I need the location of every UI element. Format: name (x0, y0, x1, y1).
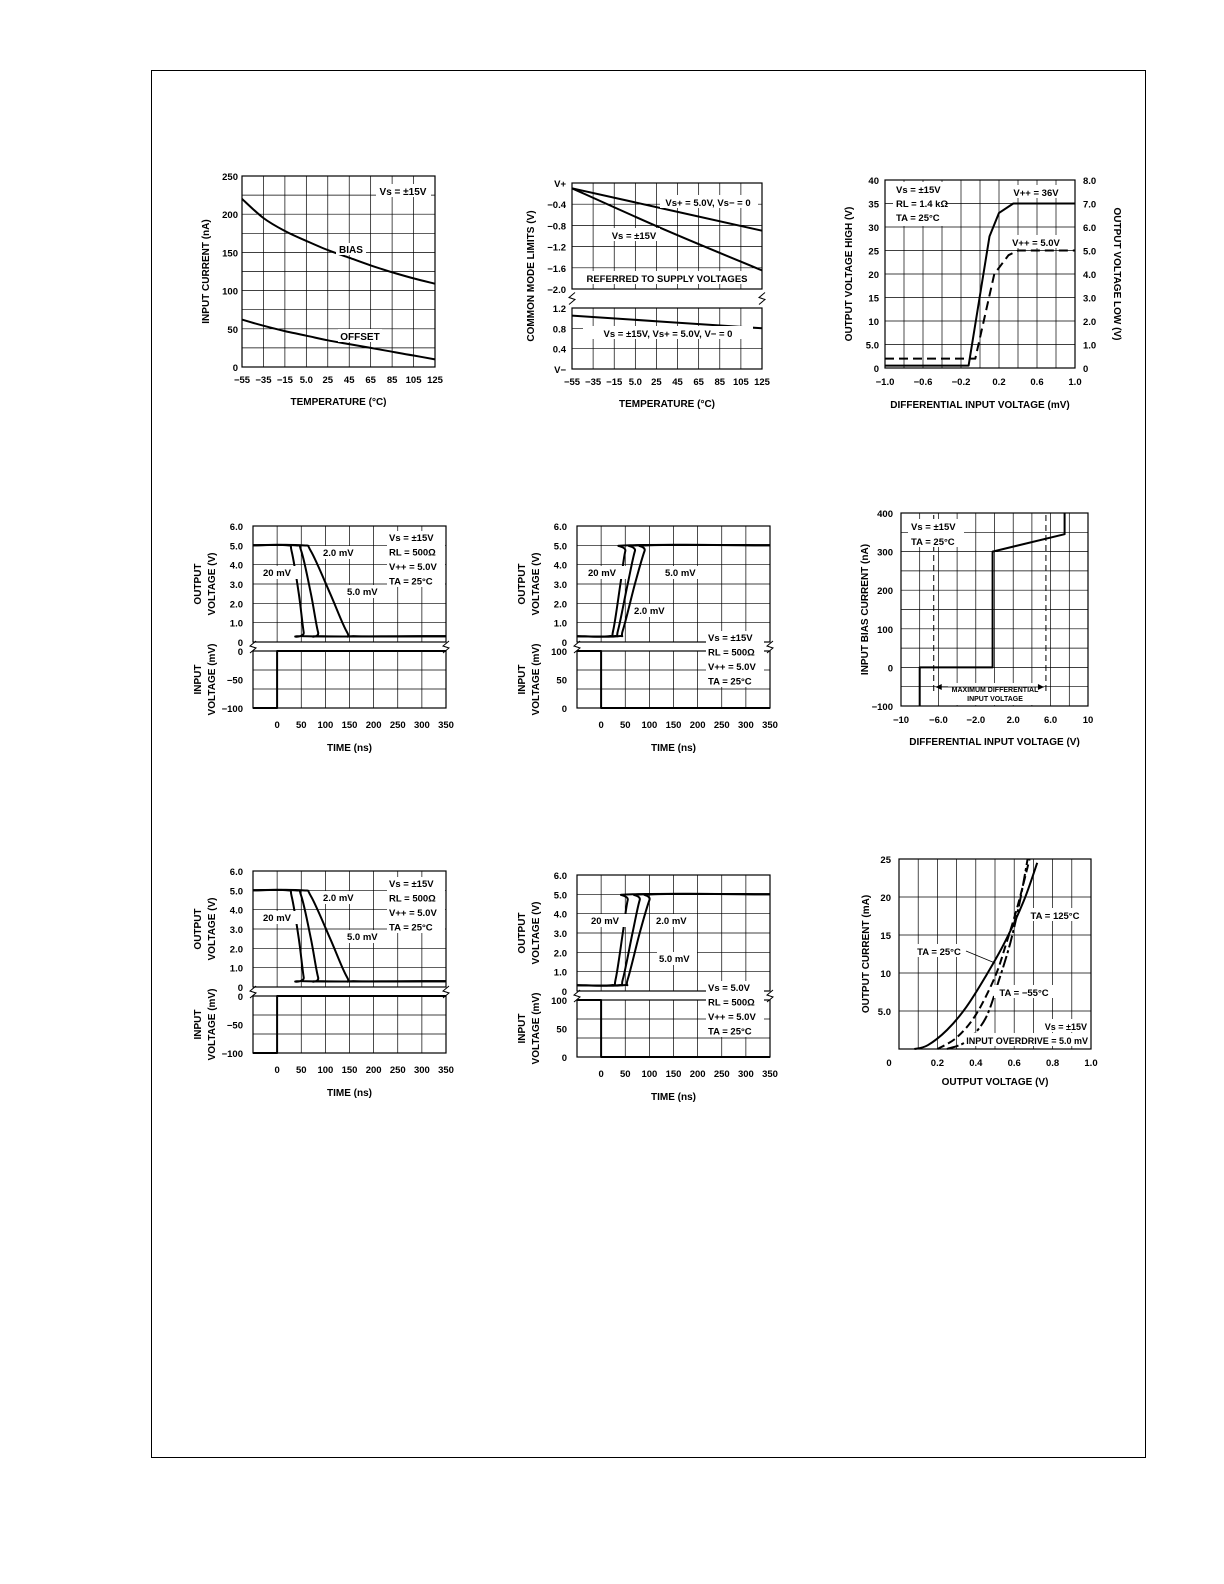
condition-label: RL = 500Ω (389, 893, 436, 905)
y-tick-label: −50 (226, 1020, 243, 1032)
x-tick-label: 45 (672, 377, 683, 388)
y-tick-label: 200 (222, 210, 238, 222)
x-tick-label: 350 (438, 1065, 454, 1076)
y-tick-label: 2.0 (553, 948, 567, 960)
condition-label: TA = 25°C (389, 576, 433, 588)
y-axis-label: OUTPUT (517, 563, 528, 605)
chart-output-voltage-vs-differential-input (844, 176, 1122, 411)
y2-axis-label: INPUT (517, 1013, 528, 1044)
x-tick-label: 50 (619, 1069, 631, 1080)
series-label: 2.0 mV (656, 916, 687, 927)
x-tick-label: 0.6 (1030, 377, 1044, 388)
x-tick-label: −6.0 (929, 715, 948, 726)
chart-response-time-negative-1 (193, 522, 454, 754)
x-axis-label: TIME (ns) (327, 743, 372, 754)
y-tick-label: 20 (868, 270, 879, 281)
y-tick-label: 0 (237, 983, 243, 994)
series-label: 20 mV (263, 568, 291, 579)
x-tick-label: 125 (427, 375, 443, 386)
x-tick-label: 105 (732, 377, 749, 388)
x-tick-label: 200 (689, 720, 706, 731)
y-tick-label: −100 (221, 704, 243, 715)
y-axis-label: OUTPUT (193, 563, 204, 605)
y-tick-label: 100 (877, 624, 893, 636)
y-tick-label: V− (554, 365, 566, 376)
y2-axis-label: VOLTAGE (mV) (531, 992, 542, 1065)
chart-input-current-vs-temperature (201, 172, 444, 408)
x-tick-label: 200 (365, 1065, 382, 1076)
x-tick-label: −55 (233, 375, 251, 386)
condition-label: V++ = 5.0V (708, 1012, 756, 1023)
y-tick-label: −0.8 (547, 221, 566, 233)
y-tick-label: 0 (561, 987, 567, 998)
x-tick-label: 300 (737, 1069, 754, 1080)
series-label: 5.0 mV (347, 587, 378, 598)
series-label: TA = 125°C (1030, 911, 1080, 922)
x-tick-label: 50 (295, 1065, 307, 1076)
chart-input-bias-vs-differential-input (860, 509, 1093, 748)
x-tick-label: −0.6 (913, 377, 933, 388)
y-tick-label: 1.2 (552, 304, 566, 315)
condition-label: Vs = ±15V (389, 533, 434, 544)
y2-tick-label: 8.0 (1083, 176, 1097, 187)
y-tick-label: −0.4 (547, 200, 566, 212)
x-tick-label: 25 (322, 375, 334, 386)
x-tick-label: 0.4 (969, 1058, 983, 1069)
leader-line (966, 951, 995, 963)
condition-label: Vs = ±15V (708, 633, 753, 644)
y-tick-label: 1.0 (553, 967, 567, 979)
y-tick-label: 50 (556, 675, 567, 687)
y-tick-label: 100 (551, 996, 567, 1007)
y-tick-label: 1.0 (229, 963, 243, 975)
x-tick-label: 10 (1082, 715, 1094, 726)
y-tick-label: 10 (868, 317, 879, 328)
x-axis-label: TIME (ns) (651, 1092, 696, 1103)
y-tick-label: 300 (877, 547, 893, 559)
y-tick-label: 20 (880, 893, 891, 904)
chart-response-time-negative-2 (193, 867, 454, 1099)
y-tick-label: 10 (880, 969, 891, 980)
axis-break-mark (569, 293, 575, 305)
series-label: TA = 25°C (917, 947, 961, 958)
y-tick-label: 40 (868, 176, 879, 187)
y2-tick-label: 5.0 (1083, 246, 1097, 258)
x-tick-label: 200 (365, 720, 382, 731)
x-tick-label: −2.0 (966, 715, 986, 726)
series-label: 5.0 mV (347, 932, 378, 943)
y-tick-label: 100 (222, 286, 238, 298)
y-tick-label: −1.6 (547, 263, 566, 275)
y-tick-label: 6.0 (229, 522, 243, 533)
y-tick-label: 0 (232, 363, 238, 374)
y-axis-label: VOLTAGE (V) (531, 901, 542, 965)
y-tick-label: 30 (868, 223, 879, 234)
y-tick-label: 0 (873, 364, 879, 375)
x-tick-label: 65 (365, 375, 376, 386)
y2-tick-label: 6.0 (1083, 223, 1097, 234)
y2-tick-label: 1.0 (1083, 340, 1097, 352)
series-label: 5.0 mV (665, 568, 696, 579)
chart-common-mode-limits-vs-temperature (526, 179, 771, 410)
y-axis-label: OUTPUT VOLTAGE HIGH (V) (844, 206, 855, 342)
x-tick-label: 1.0 (1084, 1058, 1098, 1069)
series-label: 2.0 mV (323, 548, 354, 559)
condition-label: Vs = ±15V (896, 185, 941, 196)
condition-label: TA = 25°C (708, 676, 752, 688)
y-tick-label: 5.0 (865, 340, 879, 352)
y-tick-label: 0 (561, 638, 567, 649)
x-tick-label: 350 (438, 720, 454, 731)
series-label: OFFSET (340, 332, 380, 343)
condition-label: TA = 25°C (911, 537, 955, 548)
y-axis-label: OUTPUT CURRENT (mA) (861, 894, 872, 1014)
x-tick-label: 250 (389, 1065, 406, 1076)
x-tick-label: 150 (665, 1069, 682, 1080)
y-tick-label: 50 (227, 324, 238, 336)
x-tick-label: 105 (405, 375, 422, 386)
y-tick-label: 150 (222, 248, 238, 260)
series-label: Vs+ = 5.0V, Vs− = 0 (665, 198, 751, 209)
condition-label: V++ = 5.0V (708, 662, 756, 673)
y-tick-label: 3.0 (553, 580, 567, 591)
x-tick-label: 1.0 (1068, 377, 1082, 388)
series-label: Vs = ±15V, Vs+ = 5.0V, V− = 0 (603, 329, 733, 340)
x-tick-label: 150 (341, 720, 358, 731)
series-label: TA = −55°C (999, 988, 1049, 999)
y-tick-label: 15 (880, 931, 891, 942)
x-tick-label: 0 (274, 720, 280, 731)
x-tick-label: 50 (295, 720, 307, 731)
y-tick-label: 0 (561, 1053, 567, 1064)
y-tick-label: −100 (221, 1049, 243, 1060)
y-tick-label: −2.0 (547, 285, 566, 296)
y-tick-label: 3.0 (229, 925, 243, 936)
condition-label: Vs = ±15V (379, 187, 427, 198)
y-tick-label: −50 (226, 675, 243, 687)
x-tick-label: 100 (641, 720, 658, 731)
y-tick-label: 6.0 (553, 871, 567, 882)
y-tick-label: 35 (868, 199, 879, 211)
chart-output-current-vs-output-voltage (861, 855, 1098, 1088)
x-axis-label: TIME (ns) (327, 1088, 372, 1099)
y-tick-label: 5.0 (553, 541, 567, 553)
y-tick-label: 2.0 (229, 599, 243, 611)
x-tick-label: 25 (651, 377, 662, 388)
y-axis-label: OUTPUT (517, 912, 528, 954)
x-tick-label: 300 (413, 1065, 430, 1076)
series-label: 2.0 mV (634, 606, 665, 617)
series-label: BIAS (339, 245, 363, 256)
y-tick-label: 50 (556, 1024, 567, 1036)
x-tick-label: −1.0 (875, 377, 895, 388)
y2-tick-label: 2.0 (1083, 317, 1097, 328)
y-tick-label: 3.0 (553, 929, 567, 940)
y-tick-label: 400 (877, 509, 893, 520)
condition-label: Vs = 5.0V (708, 983, 750, 994)
x-axis-label: DIFFERENTIAL INPUT VOLTAGE (mV) (890, 400, 1070, 411)
y-tick-label: 0 (561, 704, 567, 715)
x-tick-label: 0.2 (930, 1058, 945, 1069)
x-tick-label: 150 (665, 720, 682, 731)
series-label: 2.0 mV (323, 893, 354, 904)
y2-tick-label: 3.0 (1083, 293, 1097, 305)
y-axis-label: VOLTAGE (V) (207, 897, 218, 961)
chart-response-time-positive-2 (517, 871, 778, 1103)
x-tick-label: 5.0 (628, 377, 642, 388)
x-tick-label: 65 (693, 377, 704, 388)
x-tick-label: 0 (598, 1069, 604, 1080)
y-tick-label: 0 (237, 992, 243, 1003)
y-tick-label: 0.4 (552, 344, 566, 356)
series-label: Vs = ±15V (611, 231, 657, 242)
x-tick-label: −55 (563, 377, 581, 388)
annotation-label: REFERRED TO SUPPLY VOLTAGES (586, 274, 748, 285)
x-axis-label: TEMPERATURE (°C) (618, 399, 716, 410)
chart-response-time-positive-1 (517, 522, 778, 754)
y-tick-label: 4.0 (553, 560, 567, 572)
x-tick-label: 85 (714, 377, 726, 388)
series-label: V++ = 5.0V (1012, 238, 1060, 249)
condition-label: RL = 1.4 kΩ (896, 199, 949, 210)
x-tick-label: 350 (762, 720, 778, 731)
x-axis-label: TEMPERATURE (°C) (290, 397, 387, 408)
series-label: 20 mV (263, 913, 291, 924)
y2-axis-label: INPUT (193, 1009, 204, 1040)
series-label: 20 mV (591, 916, 619, 927)
x-tick-label: 250 (713, 1069, 730, 1080)
x-axis-label: DIFFERENTIAL INPUT VOLTAGE (V) (909, 737, 1080, 748)
series-line (572, 188, 762, 230)
y-tick-label: 0.8 (552, 324, 566, 336)
y-tick-label: 25 (880, 855, 891, 866)
y-tick-label: 1.0 (229, 618, 243, 630)
x-tick-label: 250 (389, 720, 406, 731)
x-tick-label: 0.2 (992, 377, 1006, 388)
x-tick-label: 0.8 (1045, 1058, 1060, 1069)
y-axis-label: VOLTAGE (V) (207, 552, 218, 616)
y2-axis-label: VOLTAGE (mV) (207, 988, 218, 1061)
y-tick-label: 200 (877, 586, 893, 598)
y-axis-label: VOLTAGE (V) (531, 552, 542, 616)
y-tick-label: 6.0 (229, 867, 243, 878)
y-tick-label: 5.0 (877, 1007, 891, 1018)
y-tick-label: 100 (551, 647, 567, 658)
x-tick-label: 45 (343, 375, 355, 386)
condition-label: RL = 500Ω (389, 547, 436, 559)
x-tick-label: 5.0 (299, 375, 313, 386)
x-tick-label: 100 (317, 1065, 334, 1076)
x-tick-label: 200 (689, 1069, 706, 1080)
y-tick-label: 0 (237, 638, 243, 649)
x-tick-label: 6.0 (1043, 715, 1058, 726)
y-tick-label: 25 (868, 246, 879, 258)
series-label: V++ = 36V (1013, 188, 1059, 199)
x-tick-label: 350 (762, 1069, 778, 1080)
condition-label: TA = 25°C (708, 1026, 752, 1038)
x-tick-label: −35 (585, 377, 602, 388)
x-tick-label: 0 (598, 720, 604, 731)
y-tick-label: −1.2 (547, 242, 566, 254)
y-tick-label: 2.0 (553, 599, 567, 611)
x-tick-label: 0.6 (1007, 1058, 1021, 1069)
condition-label: Vs = ±15V (389, 879, 434, 890)
y-axis-label: COMMON MODE LIMITS (V) (526, 210, 537, 342)
y-axis-label: OUTPUT (193, 908, 204, 950)
x-tick-label: 300 (737, 720, 754, 731)
x-tick-label: 2.0 (1006, 715, 1020, 726)
y-tick-label: 4.0 (229, 905, 243, 917)
y-tick-label: 250 (222, 172, 238, 183)
condition-label: V++ = 5.0V (389, 908, 437, 919)
x-axis-label: OUTPUT VOLTAGE (V) (941, 1077, 1049, 1088)
condition-label: TA = 25°C (389, 922, 433, 934)
x-tick-label: −15 (606, 377, 623, 388)
y-tick-label: 3.0 (229, 580, 243, 591)
series-line (242, 199, 435, 284)
x-tick-label: 100 (317, 720, 334, 731)
x-tick-label: 100 (641, 1069, 658, 1080)
axis-break-mark (759, 293, 765, 305)
y2-tick-label: 4.0 (1083, 270, 1097, 281)
x-axis-label: TIME (ns) (651, 743, 696, 754)
series-label: 5.0 mV (659, 954, 690, 965)
y2-tick-label: 7.0 (1083, 199, 1097, 211)
x-tick-label: 85 (386, 375, 398, 386)
condition-label: INPUT OVERDRIVE = 5.0 mV (966, 1036, 1088, 1046)
y-axis-label: INPUT CURRENT (nA) (201, 219, 212, 324)
y-tick-label: 5.0 (229, 886, 243, 898)
arrowhead (1038, 684, 1044, 690)
condition-label: V++ = 5.0V (389, 562, 437, 573)
y-tick-label: 1.0 (553, 618, 567, 630)
annotation-label: INPUT VOLTAGE (967, 696, 1023, 703)
y-axis-label: INPUT BIAS CURRENT (nA) (860, 543, 871, 676)
x-tick-label: 300 (413, 720, 430, 731)
x-tick-label: 150 (341, 1065, 358, 1076)
x-tick-label: 125 (754, 377, 770, 388)
condition-label: TA = 25°C (896, 213, 940, 224)
y-tick-label: 15 (868, 293, 879, 305)
x-tick-label: 0 (274, 1065, 280, 1076)
y-tick-label: 4.0 (553, 909, 567, 921)
x-tick-label: −35 (255, 375, 272, 386)
y-tick-label: 5.0 (553, 890, 567, 902)
y2-axis-label: VOLTAGE (mV) (207, 643, 218, 716)
y-tick-label: 4.0 (229, 560, 243, 572)
series-label: 20 mV (588, 568, 616, 579)
x-tick-label: 250 (713, 720, 730, 731)
y-tick-label: −100 (871, 702, 893, 713)
y2-tick-label: 0 (1083, 364, 1089, 375)
y-tick-label: V+ (554, 179, 566, 190)
condition-label: RL = 500Ω (708, 997, 755, 1009)
annotation-label: MAXIMUM DIFFERENTIAL (951, 687, 1039, 694)
x-tick-label: −15 (276, 375, 293, 386)
condition-label: Vs = ±15V (1044, 1022, 1087, 1032)
x-tick-label: −0.2 (951, 377, 971, 388)
x-tick-label: 0 (886, 1058, 892, 1069)
y2-axis-label: INPUT (193, 664, 204, 695)
y-tick-label: 0 (237, 647, 243, 658)
condition-label: RL = 500Ω (708, 647, 755, 659)
condition-label: Vs = ±15V (911, 522, 956, 533)
y2-axis-label: VOLTAGE (mV) (531, 643, 542, 716)
y-tick-label: 5.0 (229, 541, 243, 553)
y-tick-label: 6.0 (553, 522, 567, 533)
x-tick-label: −10 (892, 715, 910, 726)
x-tick-label: 50 (619, 720, 631, 731)
y-tick-label: 2.0 (229, 944, 243, 956)
y-tick-label: 0 (887, 663, 893, 675)
y2-axis-label: INPUT (517, 664, 528, 695)
y2-axis-label: OUTPUT VOLTAGE LOW (V) (1111, 207, 1122, 341)
